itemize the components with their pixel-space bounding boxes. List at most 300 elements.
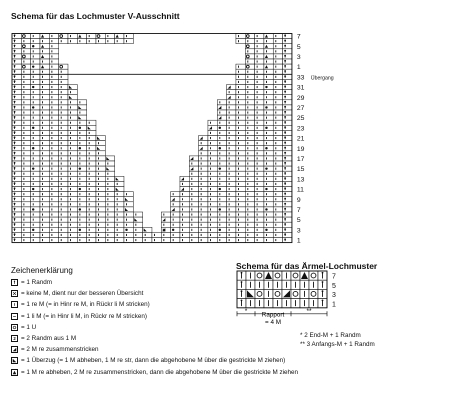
chart-cell [31,192,40,197]
chart-cell [59,207,68,212]
chart-cell [40,105,49,110]
chart-cell [283,110,292,115]
edge-stitch-dot [14,55,16,57]
chart-cell [68,238,77,243]
edge-stitch-dot [14,116,16,118]
chart-cell [49,171,58,176]
chart-cell [77,151,86,156]
chart-cell [236,39,245,44]
chart-cell [283,166,292,171]
chart-cell [31,202,40,207]
row-label: 17 [296,156,305,163]
chart-cell [77,222,86,227]
chart-cell [283,238,292,243]
chart-cell [49,79,58,84]
chart-cell [21,115,30,120]
chart-cell [124,238,133,243]
edge-stitch-dot [284,198,286,200]
chart-cell [87,192,96,197]
chart-cell [12,120,21,125]
chart-cell [189,207,198,212]
chart-cell [105,202,114,207]
chart-cell [180,238,189,243]
rapport-label: Rapport [261,311,285,319]
row-label: 13 [296,176,305,184]
chart-cell [255,39,264,44]
chart-cell [283,125,292,130]
chart-cell [49,120,58,125]
chart-cell [283,120,292,125]
chart-cell [283,217,292,222]
chart-cell [59,181,68,186]
chart-cell [21,125,30,130]
chart-cell [87,217,96,222]
chart-cell [49,151,58,156]
chart-cell [40,85,49,90]
chart-cell [283,222,292,227]
chart-cell [227,141,236,146]
chart-cell [171,197,180,202]
chart-cell [96,197,105,202]
chart-cell [133,238,142,243]
chart-cell [273,95,282,100]
chart-cell [217,171,226,176]
chart-cell [245,120,254,125]
chart-cell [87,232,96,237]
chart-cell [115,197,124,202]
chart-cell [12,212,21,217]
chart-cell [273,192,282,197]
chart-cell [189,217,198,222]
row-label: 5 [296,43,301,51]
chart-cell [236,141,245,146]
chart-cell [133,232,142,237]
rapport-value: = 4 M [265,318,281,326]
chart-cell [217,238,226,243]
chart-cell [59,115,68,120]
chart-cell [21,85,30,90]
chart-cell [49,202,58,207]
row-label: 15 [296,166,305,174]
chart-cell [21,197,30,202]
chart-cell [273,171,282,176]
chart-cell [255,207,264,212]
dot-mark [32,86,34,88]
chart-cell [12,217,21,222]
chart-cell [115,181,124,186]
chart-cell [96,202,105,207]
chart-cell [264,141,273,146]
chart-cell [189,176,198,181]
chart-cell [40,125,49,130]
chart-cell [49,156,58,161]
chart-cell [255,202,264,207]
chart-cell [236,146,245,151]
chart-cell [255,187,264,192]
chart-cell [245,217,254,222]
chart-cell [273,44,282,49]
chart-cell [68,156,77,161]
chart-cell [217,222,226,227]
chart-cell [208,187,217,192]
chart-cell [227,146,236,151]
chart-cell [59,187,68,192]
chart-cell [96,217,105,222]
chart-cell [87,187,96,192]
chart-cell [68,130,77,135]
chart-cell [255,115,264,120]
row-label: 9 [296,196,301,204]
chart-cell [255,90,264,95]
chart-cell [40,187,49,192]
chart-cell [12,74,21,79]
chart-cell [105,192,114,197]
chart-cell [31,156,40,161]
chart-cell [255,85,264,90]
chart-cell [199,238,208,243]
chart-cell [245,192,254,197]
edge-stitch-dot [284,142,286,144]
chart-cell [40,232,49,237]
chart-cell [68,222,77,227]
chart-cell [40,110,49,115]
chart-cell [245,110,254,115]
chart-cell [21,202,30,207]
chart-cell [77,120,86,125]
chart-cell [283,49,292,54]
chart-cell [255,54,264,59]
edge-stitch-dot [14,121,16,123]
chart-cell [264,120,273,125]
chart-cell [12,187,21,192]
legend-text: = 1 M re abheben, 2 M re zusammenstricken, dann die abgehobene M über die gestrickte M ziehen [21,368,299,376]
chart-cell [21,171,30,176]
chart-cell [87,136,96,141]
chart-cell [273,120,282,125]
chart-cell [49,166,58,171]
chart-cell [189,187,198,192]
chart-cell [68,141,77,146]
edge-stitch-dot [322,281,324,283]
chart-cell [40,222,49,227]
chart-cell [68,197,77,202]
chart-cell [255,217,264,222]
row-label: 21 [296,135,305,143]
chart-cell [273,207,282,212]
chart-cell [77,181,86,186]
chart-cell [227,181,236,186]
chart-cell [236,151,245,156]
chart-cell [236,232,245,237]
chart-cell [236,192,245,197]
chart-cell [49,232,58,237]
chart-cell [12,146,21,151]
chart-cell [96,166,105,171]
chart-cell [208,171,217,176]
chart-cell [77,100,86,105]
chart-cell [40,39,49,44]
chart-cell [49,115,58,120]
chart-cell [59,176,68,181]
sleeve-cell [318,289,327,298]
chart-cell [283,85,292,90]
chart-cell [255,161,264,166]
edge-stitch-dot [14,147,16,149]
chart-cell [115,34,124,39]
chart-cell [68,232,77,237]
chart-cell [264,64,273,69]
chart-cell [283,69,292,74]
edge-stitch-dot [14,70,16,72]
chart-cell [59,171,68,176]
chart-cell [105,227,114,232]
edge-stitch-dot [322,290,324,292]
chart-cell [255,181,264,186]
chart-cell [12,90,21,95]
chart-cell [59,95,68,100]
chart-cell [245,238,254,243]
chart-cell [189,181,198,186]
dot-mark [265,188,267,190]
chart-cell [31,59,40,64]
chart-cell [12,202,21,207]
chart-cell [59,100,68,105]
edge-stitch-dot [14,85,16,87]
chart-cell [21,156,30,161]
chart-cell [208,181,217,186]
chart-cell [189,161,198,166]
chart-cell [208,197,217,202]
legend-item [11,299,311,310]
chart-cell [49,212,58,217]
chart-cell [273,151,282,156]
chart-cell [208,166,217,171]
chart-cell [12,44,21,49]
chart-cell [273,227,282,232]
edge-stitch-dot [14,45,16,47]
chart-cell [59,136,68,141]
chart-cell [199,212,208,217]
chart-cell [31,49,40,54]
chart-cell [59,217,68,222]
chart-cell [21,176,30,181]
chart-cell [96,156,105,161]
chart-cell [283,176,292,181]
chart-cell [283,197,292,202]
edge-icon [12,280,17,285]
chart-cell [49,110,58,115]
chart-cell [40,79,49,84]
dot-mark [265,208,267,210]
chart-cell [255,64,264,69]
chart-cell [31,212,40,217]
chart-cell [217,141,226,146]
chart-cell [68,212,77,217]
chart-cell [245,187,254,192]
chart-cell [180,222,189,227]
chart-cell [255,151,264,156]
chart-cell [59,110,68,115]
chart-cell [180,217,189,222]
symbol-legend [11,266,311,378]
chart-cell [227,100,236,105]
edge-stitch-dot [14,223,16,225]
chart-cell [133,212,142,217]
chart-cell [217,161,226,166]
chart-cell [115,238,124,243]
chart-cell [264,95,273,100]
chart-cell [49,64,58,69]
chart-cell [21,192,30,197]
edge-stitch-dot [284,70,286,72]
chart-cell [21,187,30,192]
chart-cell [171,222,180,227]
edge-stitch-dot [284,223,286,225]
edge-stitch-dot [14,203,16,205]
chart-cell [217,197,226,202]
chart-cell [87,181,96,186]
chart-cell [236,136,245,141]
chart-cell [273,176,282,181]
chart-cell [40,100,49,105]
chart-cell [264,197,273,202]
chart-cell [49,49,58,54]
chart-cell [12,39,21,44]
row-label: 1 [296,237,301,245]
chart-cell [245,49,254,54]
chart-cell [273,110,282,115]
chart-cell [227,187,236,192]
chart-cell [49,85,58,90]
chart-cell [217,120,226,125]
chart-cell [49,130,58,135]
chart-cell [236,120,245,125]
chart-cell [264,34,273,39]
chart-cell [12,192,21,197]
chart-cell [236,222,245,227]
row-label: 3 [296,227,301,235]
chart-cell [208,141,217,146]
chart-cell [21,120,30,125]
chart-cell [189,166,198,171]
chart-cell [283,64,292,69]
chart-cell [49,207,58,212]
chart-cell [227,212,236,217]
chart-cell [31,238,40,243]
edge-stitch-dot [284,126,286,128]
chart-cell [31,181,40,186]
k2tog-icon [12,347,17,352]
chart-cell [273,130,282,135]
edge-stitch-dot [14,198,16,200]
chart-cell [227,95,236,100]
chart-cell [199,141,208,146]
edge-stitch-dot [14,233,16,235]
chart-cell [264,192,273,197]
chart-cell [227,136,236,141]
chart-cell [96,39,105,44]
chart-cell [12,222,21,227]
chart-cell [96,192,105,197]
chart-cell [227,217,236,222]
legend-item [11,277,311,288]
chart-cell [189,238,198,243]
edge-stitch-dot [14,157,16,159]
chart-cell [199,227,208,232]
dot-mark [219,188,221,190]
sleeve-row-label: 7 [332,273,336,281]
edge-stitch-dot [284,152,286,154]
chart-cell [31,222,40,227]
chart-cell [12,110,21,115]
dot-mark [32,147,34,149]
chart-cell [245,146,254,151]
chart-cell [236,181,245,186]
chart-cell [255,232,264,237]
chart-cell [21,227,30,232]
chart-cell [68,151,77,156]
chart-cell [264,44,273,49]
chart-cell [189,197,198,202]
chart-cell [21,181,30,186]
chart-cell [21,161,30,166]
chart-cell [49,90,58,95]
chart-cell [236,115,245,120]
chart-cell [264,54,273,59]
chart-cell [12,34,21,39]
edge-stitch-dot [284,172,286,174]
chart-cell [87,130,96,135]
chart-cell [77,217,86,222]
end-stitch-note: * 2 End-M + 1 Randm [300,332,361,339]
inc-icon [12,336,17,341]
chart-cell [105,222,114,227]
chart-cell [273,181,282,186]
chart-cell [273,49,282,54]
chart-cell [264,151,273,156]
row-label: 25 [296,115,305,123]
chart-cell [217,100,226,105]
chart-cell [21,79,30,84]
sleeve-chart-title: Schema für das Ärmel-Lochmuster [236,261,378,271]
dot-mark [265,86,267,88]
chart-cell [115,212,124,217]
chart-cell [245,130,254,135]
chart-cell [283,59,292,64]
chart-cell [21,136,30,141]
chart-cell [283,54,292,59]
chart-cell [59,74,68,79]
chart-cell [245,100,254,105]
chart-cell [273,212,282,217]
chart-cell [283,212,292,217]
chart-cell [208,232,217,237]
dot-mark [265,229,267,231]
chart-cell [12,69,21,74]
edge-stitch-dot [14,208,16,210]
edge-stitch-dot [284,131,286,133]
chart-cell [264,212,273,217]
chart-cell [245,105,254,110]
chart-cell [77,176,86,181]
chart-cell [12,79,21,84]
chart-cell [31,39,40,44]
chart-cell [227,166,236,171]
edge-stitch-dot [14,218,16,220]
edge-stitch-dot [14,177,16,179]
chart-cell [12,125,21,130]
chart-cell [208,146,217,151]
